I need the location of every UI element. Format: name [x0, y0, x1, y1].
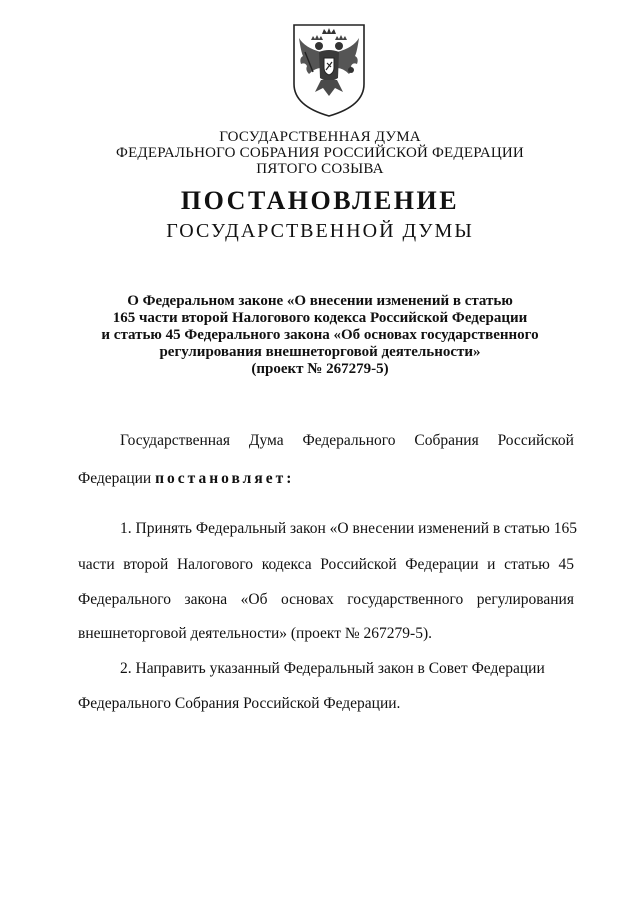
word: основах: [281, 591, 334, 608]
preamble-line-1: [78, 432, 574, 450]
word: Государственная: [120, 432, 231, 449]
subject-line: (проект № 267279-5): [251, 361, 389, 377]
word: Федерального: [302, 432, 396, 449]
subject-line: О Федеральном законе «О внесении изменений в статью: [127, 293, 513, 309]
preamble-line-2: [78, 470, 574, 488]
word: «Об: [240, 591, 268, 608]
resolves-verb: постановляет:: [155, 470, 295, 487]
subject-line: и статью 45 Федерального закона «Об основах государственного: [101, 327, 539, 343]
word: Федерации: [405, 556, 479, 573]
item1-line-2: [78, 556, 574, 574]
word: и: [487, 556, 496, 573]
word: Дума: [248, 432, 284, 449]
word: закона: [184, 591, 228, 608]
word: Российской: [497, 432, 574, 449]
coat-of-arms-icon: [291, 22, 367, 118]
word: регулирования: [476, 591, 574, 608]
item1-line-4: внешнеторговой деятельности» (проект № 267279-5).: [78, 625, 432, 642]
item1-line-3: [78, 591, 574, 609]
organization-header: [0, 129, 640, 177]
item2-line-1: 2. Направить указанный Федеральный закон в Совет Федерации: [120, 660, 545, 677]
word: Налогового: [176, 556, 254, 573]
word: Российской: [320, 556, 397, 573]
word: второй: [123, 556, 169, 573]
word: государственного: [347, 591, 464, 608]
word: Федерации: [78, 470, 152, 487]
subject-line: 165 части второй Налогового кодекса Российской Федерации: [112, 310, 528, 326]
org-line: ФЕДЕРАЛЬНОГО СОБРАНИЯ РОССИЙСКОЙ ФЕДЕРАЦИИ: [116, 145, 524, 161]
word: статью: [504, 556, 550, 573]
word: Федерального: [78, 591, 172, 608]
org-line: ПЯТОГО СОЗЫВА: [256, 161, 384, 177]
word: кодекса: [261, 556, 312, 573]
subject-line: регулирования внешнеторговой деятельности»: [159, 344, 481, 360]
word: части: [78, 556, 115, 573]
org-line: ГОСУДАРСТВЕННАЯ ДУМА: [219, 129, 421, 145]
document-issuer-subtitle: ГОСУДАРСТВЕННОЙ ДУМЫ: [166, 220, 474, 242]
document-type-title: ПОСТАНОВЛЕНИЕ: [180, 186, 460, 215]
item2-line-2: Федерального Собрания Российской Федерации.: [78, 695, 401, 712]
resolution-subject: [0, 293, 640, 378]
word: Собрания: [414, 432, 479, 449]
item1-line-1: 1. Принять Федеральный закон «О внесении изменений в статью 165: [120, 520, 577, 537]
word: 45: [558, 556, 574, 573]
